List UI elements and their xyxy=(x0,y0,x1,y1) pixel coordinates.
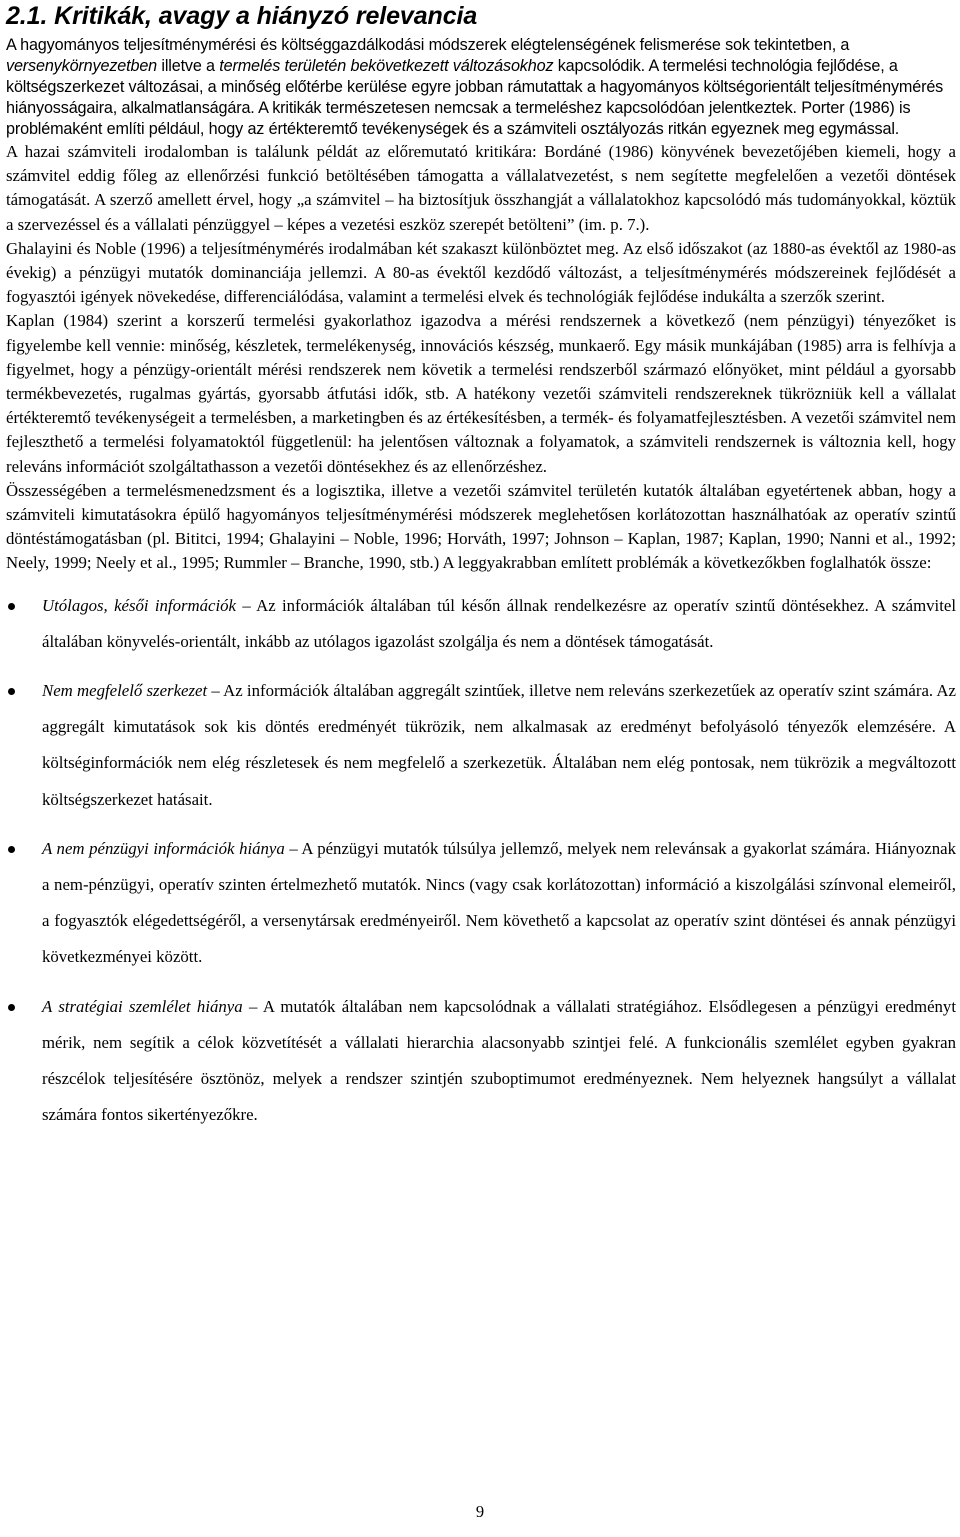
list-item-text: – Az információk általában aggregált szintűek, illetve nem releváns szerkezetűek az operatív szint számára. Az aggregált kimutatások sok kis döntés eredményét tükrözik, nem alkalmasak az eredményt befolyásoló tényezők elemzésére. A költséginformációk nem elég részletesek és nem megfelelő a szerkezetük. Általában nem elég pontosak, nem tükrözik a megváltozott költségszerkezet hatásait. xyxy=(42,681,956,809)
paragraph-intro xyxy=(6,35,956,140)
list-item-title: Utólagos, késői információk xyxy=(42,595,236,615)
bullet-icon xyxy=(8,846,15,853)
paragraph-summary: Összességében a termelésmenedzsment és a logisztika, illetve a vezetői számvitel területén kutatók általában egyetértenek abban, hogy a számviteli kimutatásokra épülő hagyományos teljesítménymérési módszerek meglehetősen korlátozottan használhatóak az operatív szintű döntéstámogatásban (pl. Bititci, 1994; Ghalayini – Noble, 1996; Horváth, 1997; Johnson – Kaplan, 1987; Kaplan, 1990; Nanni et al., 1992; Neely, 1999; Neely et al., 1995; Rummler – Branche, 1990, stb.) A leggyakrabban említett problémák a következőkben foglalhatók össze: xyxy=(6,480,956,573)
intro-italic-1: versenykörnyezetben xyxy=(6,57,158,75)
intro-text-c: kapcsolódik. xyxy=(553,57,649,75)
bullet-icon xyxy=(8,603,15,610)
list-item-title: A stratégiai szemlélet hiánya xyxy=(42,996,243,1016)
list-item-text: – Az információk általában túl későn állnak rendelkezésre az operatív szintű döntésekhez. A számvitel általában könyvelés-orientált, inkább az utólagos igazolást szolgálja és nem a döntések támogatását. xyxy=(42,595,956,651)
bullet-icon xyxy=(8,688,15,695)
intro-italic-2: termelés területén bekövetkezett változásokhoz xyxy=(219,57,554,75)
list-item-title: A nem pénzügyi információk hiánya xyxy=(42,838,285,858)
list-item-text: – A pénzügyi mutatók túlsúlya jellemző, melyek nem relevánsak a gyakorlat számára. Hiányoznak a nem-pénzügyi, operatív szinten értelmezhető mutatók. Nincs (vagy csak korlátozottan) információ a kiszolgálási színvonal elemeiről, a fogyasztók elégedettségéről, a versenytársak eredményeiről. Nem követhető a kapcsolat az operatív szint döntései és annak pénzügyi következményei között. xyxy=(42,838,956,967)
list-item-title: Nem megfelelő szerkezet xyxy=(42,681,208,701)
intro-text-a: A hagyományos teljesítménymérési és költséggazdálkodási módszerek elégtelenségének felismerése sok tekintetben, a xyxy=(6,36,850,54)
section-heading: 2.1. Kritikák, avagy a hiányzó relevancia xyxy=(6,2,478,30)
list-item xyxy=(6,989,956,1134)
problem-list xyxy=(6,588,956,1134)
page-number: 9 xyxy=(475,1502,485,1521)
list-item xyxy=(6,673,956,818)
document-page xyxy=(6,0,956,1147)
intro-text-d: Porter (1986) is problémaként említi például, hogy az értékteremtő tevékenységek és a számviteli osztályozás ritkán egyeznek meg egymással. xyxy=(6,99,911,138)
paragraph-ghalayini: Ghalayini és Noble (1996) a teljesítménymérés irodalmában két szakaszt különböztet meg. Az első időszakot (az 1880-as évektől az 1980-as évekig) a pénzügyi mutatók dominanciája jellemzi. A 80-as évektől kezdődő változást, a teljesítménymérés módszereinek fejlődését a fogyasztói igények növekedése, differenciálódása, valamint a termelési elvek és technológiák fejlődése indukálta a szerzők szerint. xyxy=(6,238,956,307)
paragraph-kaplan: Kaplan (1984) szerint a korszerű termelési gyakorlathoz igazodva a mérési rendszernek a következő (nem pénzügyi) tényezőket is figyelembe kell vennie: minőség, készletek, termelékenység, innovációs készség, munkaerő. Egy másik munkájában (1985) arra is felhívja a figyelmet, hogy a pénzügy-orientált mérési rendszerek nem követik a termelési rendszerből származó előnyöket, mint például a gyorsabb termékbevezetés, rugalmas gyártás, gyorsabb átfutási idők, stb. A hatékony vezetői számviteli rendszereknek tükrözniük kell a vállalat értékteremtő tevékenységeit a termelésben, a marketingben és az értékesítésben, a termék- és folyamatfejlesztésben. A vezetői számvitel nem fejleszthető a termelési folyamatoktól függetlenül: ha jelentősen változnak a folyamatok, a számviteli rendszernek is változnia kell, hogy releváns információt szolgáltathasson a vezetői döntésekhez és az ellenőrzéshez. xyxy=(6,311,956,476)
list-item xyxy=(6,588,956,660)
list-item-text: – A mutatók általában nem kapcsolódnak a vállalati stratégiához. Elsődlegesen a pénzügyi eredményt mérik, nem segítik a célok közvetítését a vállalati hierarchia alacsonyabb szintjei felé. A funkcionális szemlélet egyben gyakran részcélok teljesítésére ösztönöz, melyek a rendszer szintjén szuboptimumot eredményeznek. Nem helyeznek hangsúlyt a vállalat számára fontos sikertényezőkre. xyxy=(42,996,956,1125)
bullet-icon xyxy=(8,1004,15,1011)
list-item xyxy=(6,831,956,976)
paragraph-bordane: A hazai számviteli irodalomban is találunk példát az előremutató kritikára: Bordáné (1986) könyvének bevezetőjében kiemeli, hogy a számvitel eddig főleg az ellenőrzési funkció betöltésében támogatta a vállalatvezetést, s nem segítette megfelelően a vezetői döntések támogatását. A szerző amellett érvel, hogy „a számvitel – ha biztosítjuk összhangját a vállalatokhoz kapcsolódó más tudományokkal, köztük a szervezéssel és a vállalati pénzüggyel – képes a vezetési eszköz szerepét betölteni” (im. p. 7.). xyxy=(6,142,956,234)
intro-text-serif: A termelési technológia fejlődése, a költségszerkezet változásai, a minőség előtérbe kerülése egyre jobban rámutattak a hagyományos költségorientált teljesítménymérés hiányosságaira, alkalmatlanságára. A kritikák természetesen nemcsak a termeléshez kapcsolódóan jelentkeztek. xyxy=(6,57,944,117)
intro-text-b: illetve a xyxy=(157,57,220,75)
